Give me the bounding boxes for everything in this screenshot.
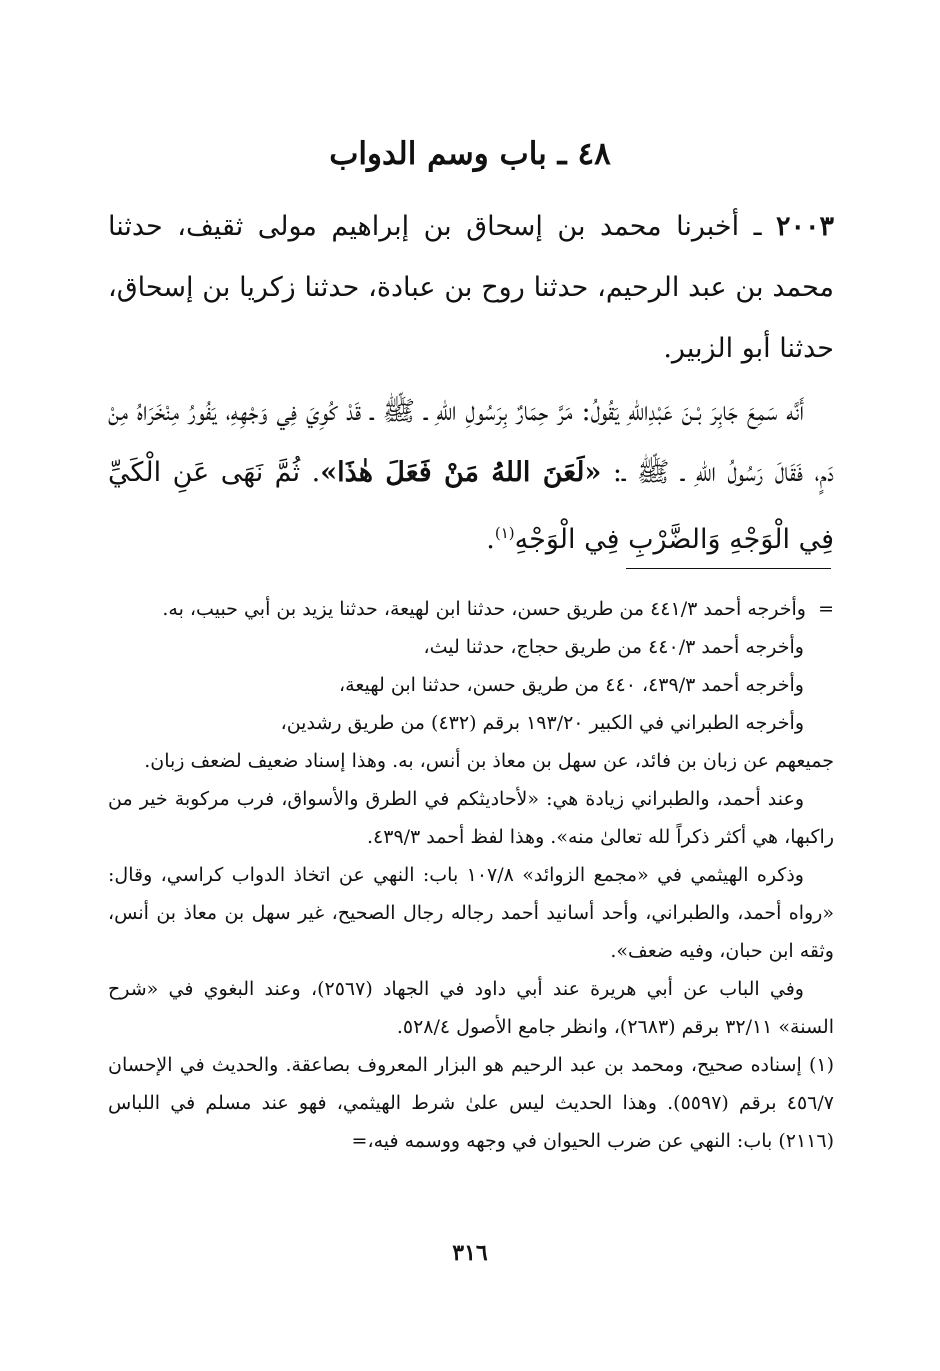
footnotes (108, 590, 834, 1160)
footnote-line: وأخرجه أحمد ٤٤١/٣ من طريق حسن، حدثنا ابن لهيعة، حدثنا يزيد بن أبي حبيب، به. (162, 598, 806, 620)
matn-text: أَنَّه سَمِعَ جَابِرَ بْـنَ عَبْدِاللهِ يَقُولُ: مَرَّ حِمَارٌ بِرَسُولِ اللهِ ـ ﷺ ـ قَدْ كُوِيَ فِي وَجْهِهِ، يَفُورُ مِنْخَرَاهُ مِنْ دَمٍ، فَقَالَ رَسُولُ اللهِ ـ ﷺ ـ: (108, 396, 835, 488)
footnote-line: وذكره الهيثمي في «مجمع الزوائد» ١٠٧/٨ باب: النهي عن اتخاذ الدواب كراسي، وقال: «رواه أحمد، والطبراني، وأحد أسانيد أحمد رجاله رجال الصحيح، غير سهل بن معاذ بن أنس، وثقه ابن حبان، وفيه ضعف». (108, 864, 834, 962)
footnote-line: وأخرجه أحمد ٤٤٠/٣ من طريق حجاج، حدثنا ليث، (423, 636, 804, 658)
matn-text-continued: . ثُمَّ نَهَى عَنِ الْكَيِّ فِي الْوَجْهِ وَالضَّرْبِ فِي الْوَجْهِ (108, 457, 834, 555)
footnote-line: وفي الباب عن أبي هريرة عند أبي داود في الجهاد (٢٥٦٧)، وعند البغوي في «شرح السنة» ٣٢/١١ برقم (٢٦٨٣)، وانظر جامع الأصول ٥٢٨/٤. (108, 978, 834, 1038)
footnote-reference: (١) (494, 524, 515, 542)
page-number: ٣١٦ (452, 1240, 488, 1266)
continuation-mark: = (818, 598, 834, 620)
footnote-line: وأخرجه الطبراني في الكبير ١٩٣/٢٠ برقم (٤٣٢) من طريق رشدين، (280, 712, 804, 734)
matn-paragraph (108, 381, 834, 570)
footnote-line: وعند أحمد، والطبراني زيادة هي: «لأحاديثكم في الطرق والأسواق، فرب مركوبة خير من راكبها، هي أكثر ذكراً لله تعالىٰ منه». وهذا لفظ أحمد ٤٣٩/٣. (108, 788, 834, 848)
hadith-body (108, 196, 834, 570)
hadith-number: ٢٠٠٣ (775, 211, 834, 242)
chapter-title: ٤٨ ـ باب وسم الدواب (329, 136, 611, 172)
footnote-line: جميعهم عن زبان بن فائد، عن سهل بن معاذ بن أنس، به. وهذا إسناد ضعيف لضعف زبان. (144, 750, 834, 772)
footnote-line: وأخرجه أحمد ٤٣٩/٣، ٤٤٠ من طريق حسن، حدثنا ابن لهيعة، (339, 674, 804, 696)
footnote-1-continued-mark: = (351, 1130, 368, 1152)
isnad-paragraph (108, 196, 834, 379)
footnote-1-text: إسناده صحيح، ومحمد بن عبد الرحيم هو البزار المعروف بصاعقة. والحديث في الإحسان ٤٥٦/٧ برقم (٥٥٩٧). وهذا الحديث ليس علىٰ شرط الهيثمي، فهو عند مسلم في اللباس (٢١١٦) باب: النهي عن ضرب الحيوان في وجهه ووسمه فيه، (108, 1054, 834, 1152)
matn-end: . (486, 524, 495, 555)
isnad-text: ـ أخبرنا محمد بن إسحاق بن إبراهيم مولى ثقيف، حدثنا محمد بن عبد الرحيم، حدثنا روح بن عبادة، حدثنا زكريا بن إسحاق، حدثنا أبو الزبير. (108, 211, 834, 364)
footnote-continuation (108, 590, 834, 628)
footnote-1-marker: (١) (808, 1054, 834, 1076)
prophetic-quote: «لَعَنَ اللهُ مَنْ فَعَلَ هٰذَا» (320, 457, 602, 488)
footnote-separator (626, 568, 831, 569)
footnote-1 (108, 1046, 834, 1160)
